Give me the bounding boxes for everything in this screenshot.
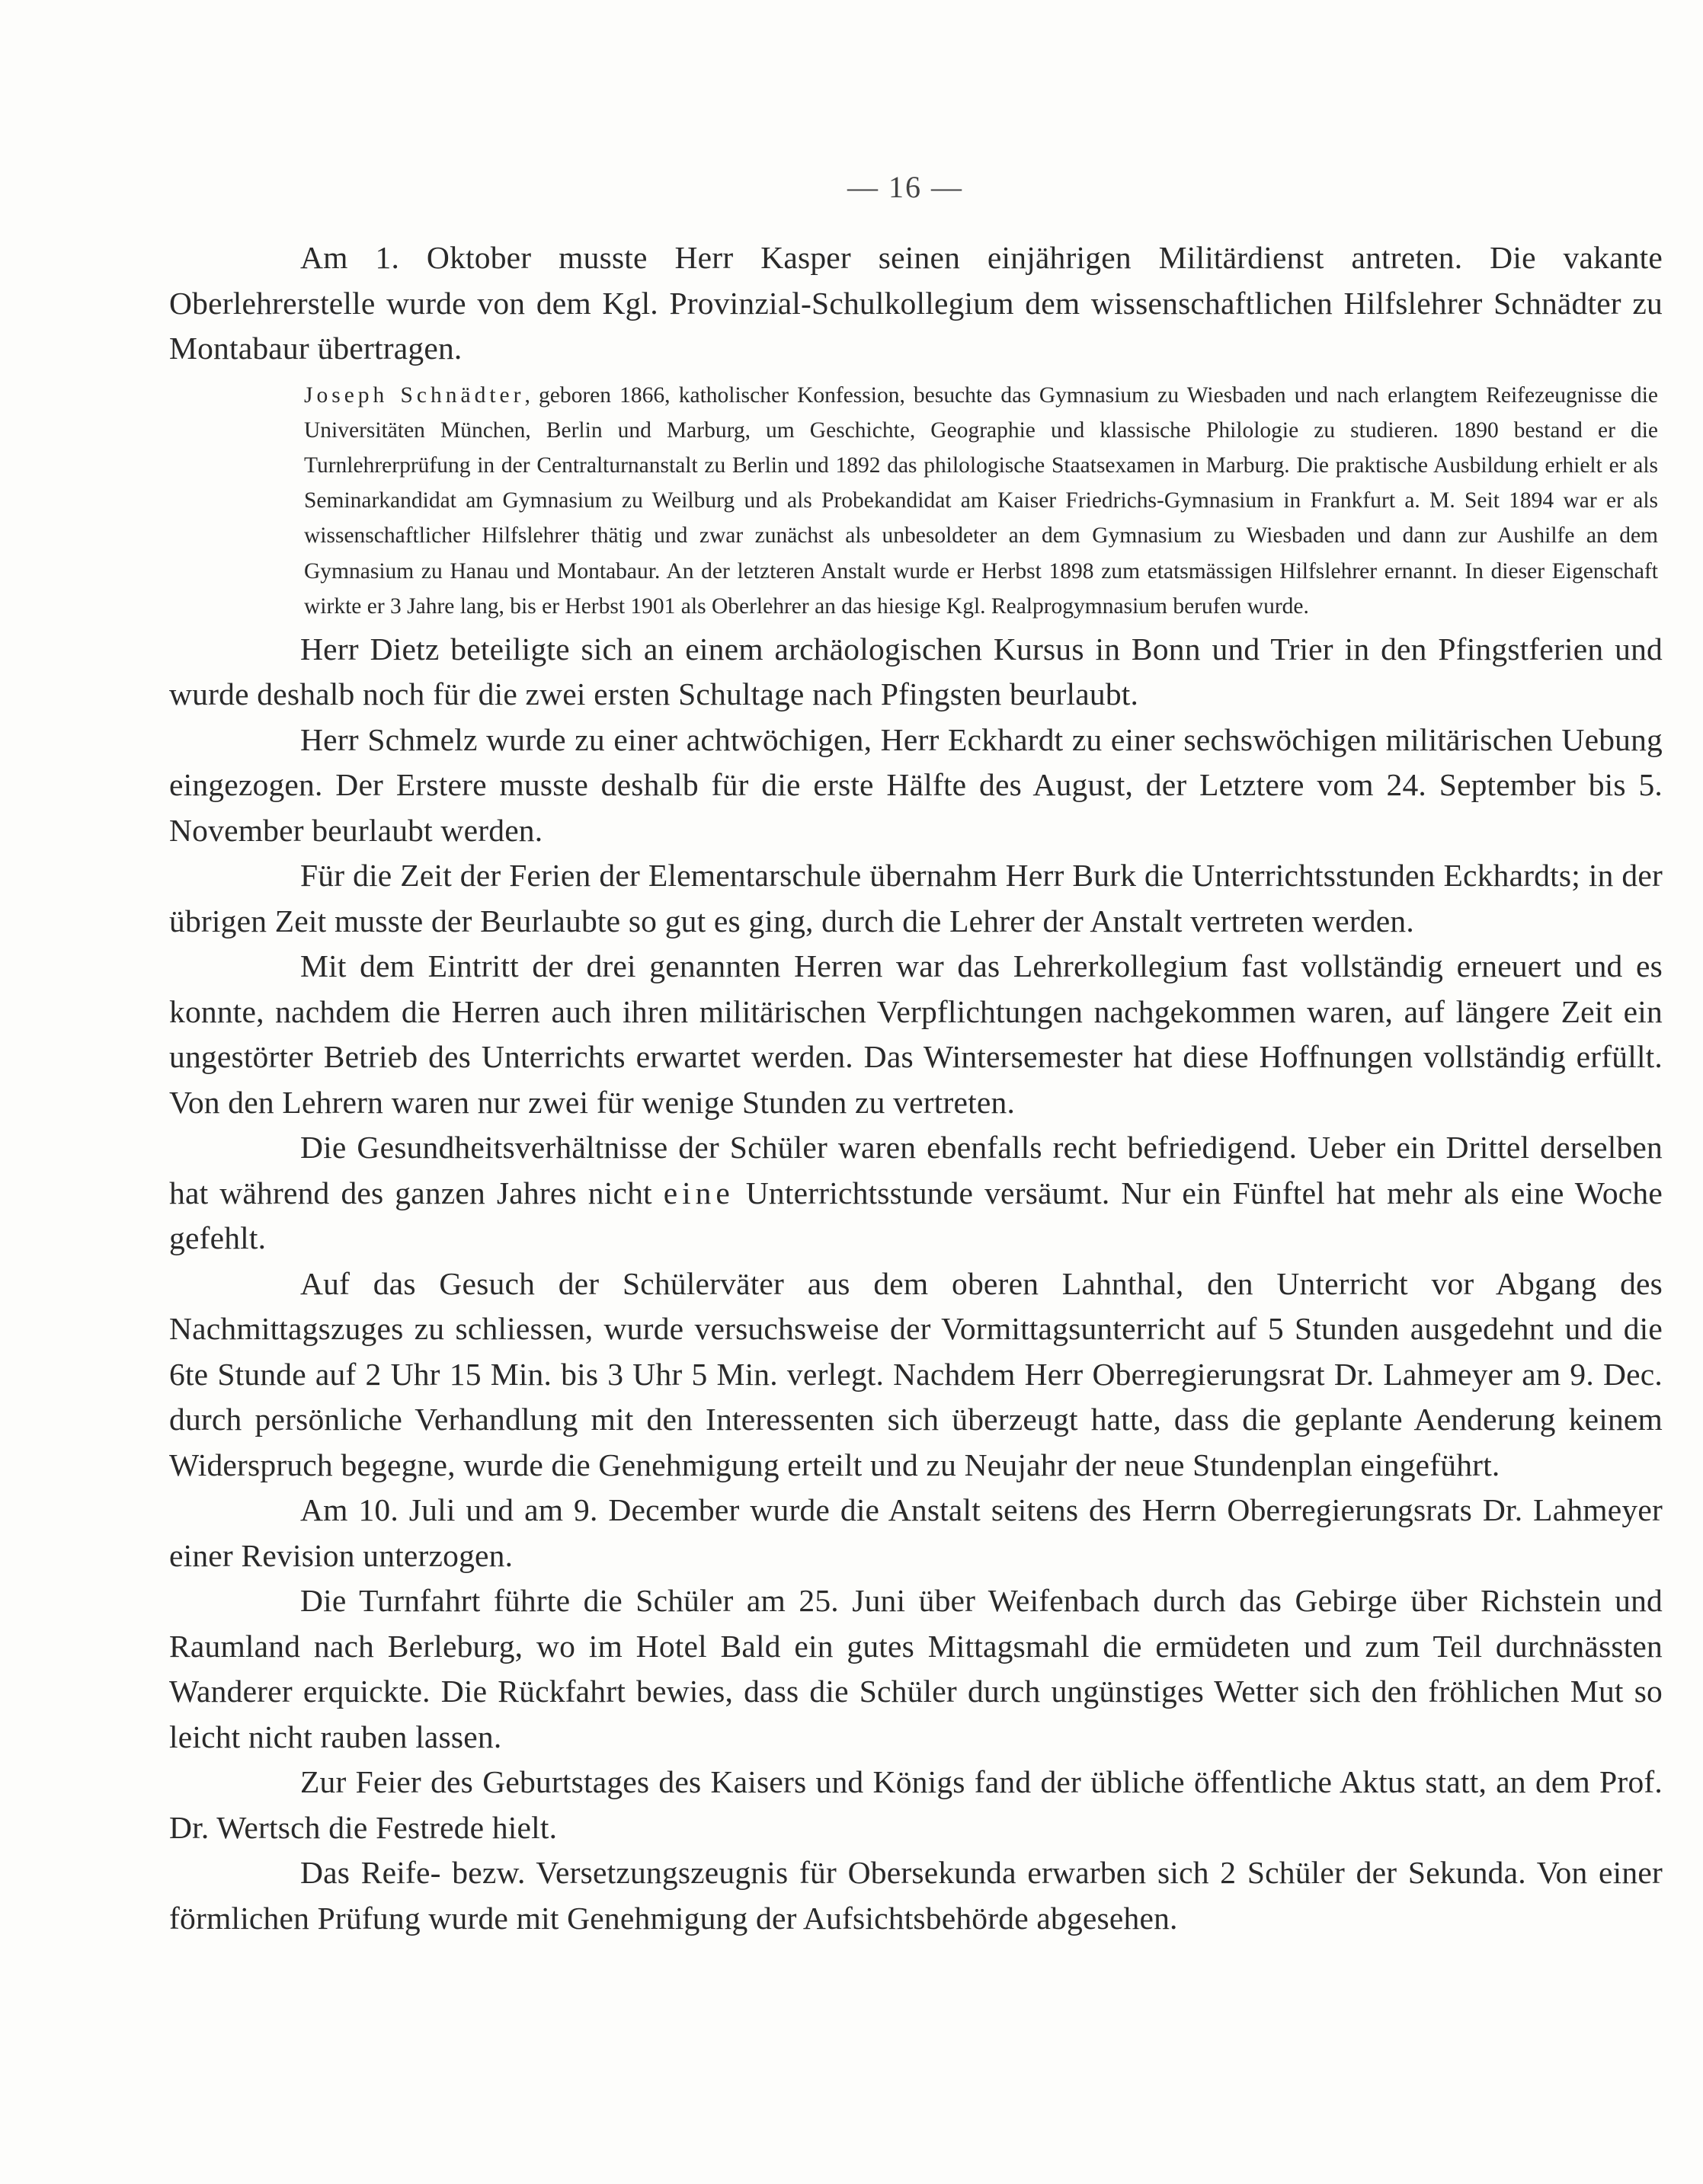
paragraph-oberlehrerstelle: Am 1. Oktober musste Herr Kasper seinen einjährigen Militärdienst antreten. Die vakante Oberlehrerstelle wurde von dem Kgl. Provinzial-Schulkollegium dem wissenschaftlichen Hilfslehrer Schnädter zu Montabaur übertragen. xyxy=(169,240,1663,366)
paragraph-gesundheit xyxy=(169,1125,1663,1261)
paragraph-ferien: Für die Zeit der Ferien der Elementarschule übernahm Herr Burk die Unterrichtsstunden Eckhardts; in der übrigen Zeit musste der Beurlaubte so gut es ging, durch die Lehrer der Anstalt vertreten werden. xyxy=(169,858,1663,939)
biography-name: Joseph Schnädter xyxy=(304,382,525,408)
gesundheit-part-1: Die Gesundheitsverhältnisse der Schüler waren ebenfalls recht befriedigend. Ueber ein Drittel derselben hat während des ganzen Jahres nicht xyxy=(169,1130,1663,1210)
paragraph-reifezeugnis: Das Reife- bezw. Versetzungszeugnis für Obersekunda erwarben sich 2 Schüler der Sekunda. Von einer förmlichen Prüfung wurde mit Genehmigung der Aufsichtsbehörde abgesehen. xyxy=(169,1855,1663,1936)
main-text xyxy=(169,235,1663,1941)
biography-text: , geboren 1866, katholischer Konfession, besuchte das Gymnasium zu Wiesbaden und nach erlangtem Reifezeugnisse die Universitäten München, Berlin und Marburg, um Geschichte, Geographie und klassische Philologie zu studieren. 1890 bestand er die Turnlehrerprüfung in der Centralturnanstalt zu Berlin und 1892 das philologische Staatsexamen in Marburg. Die praktische Ausbildung erhielt er als Seminarkandidat am Gymnasium zu Weilburg und als Probekandidat am Kaiser Friedrichs-Gymnasium in Frankfurt a. M. Seit 1894 war er als wissenschaftlicher Hilfslehrer thätig und zwar zunächst als unbesoldeter an dem Gymnasium zu Wiesbaden und dann zur Aushilfe an dem Gymnasium zu Hanau und Montabaur. An der letzteren Anstalt wurde er Herbst 1898 zum etatsmässigen Hilfslehrer ernannt. In dieser Eigenschaft wirkte er 3 Jahre lang, bis er Herbst 1901 als Oberlehrer an das hiesige Kgl. Realprogymnasium berufen wurde. xyxy=(304,382,1658,619)
page-content xyxy=(169,169,1663,1941)
gesundheit-emphasis: eine xyxy=(663,1175,735,1210)
page-number: — 16 — xyxy=(847,170,963,204)
paragraph-dietz: Herr Dietz beteiligte sich an einem archäologischen Kursus in Bonn und Trier in den Pfingstferien und wurde deshalb noch für die zwei ersten Schultage nach Pfingsten beurlaubt. xyxy=(169,631,1663,712)
paragraph-uebung: Herr Schmelz wurde zu einer achtwöchigen, Herr Eckhardt zu einer sechswöchigen militärischen Uebung eingezogen. Der Erstere musste deshalb für die erste Hälfte des August, der Letztere vom 24. September bis 5. November beurlaubt werden. xyxy=(169,721,1663,848)
paragraph-geburtstag: Zur Feier des Geburtstages des Kaisers und Königs fand der übliche öffentliche Aktus statt, an dem Prof. Dr. Wertsch die Festrede hielt. xyxy=(169,1764,1663,1845)
paragraph-turnfahrt: Die Turnfahrt führte die Schüler am 25. Juni über Weifenbach durch das Gebirge über Richstein und Raumland nach Berleburg, wo im Hotel Bald ein gutes Mittagsmahl die ermüdeten und zum Teil durchnässten Wanderer erquickte. Die Rückfahrt bewies, dass die Schüler durch ungünstiges Wetter sich den fröhlichen Mut so leicht nicht rauben lassen. xyxy=(169,1583,1663,1754)
gesundheit-part-2: Unterrichtsstunde versäumt. Nur ein Fünftel hat mehr als eine Woche gefehlt. xyxy=(169,1175,1663,1256)
paragraph-lehrerkollegium: Mit dem Eintritt der drei genannten Herren war das Lehrerkollegium fast vollständig erneuert und es konnte, nachdem die Herren auch ihren militärischen Verpflichtungen nachgekommen waren, auf längere Zeit ein ungestörter Betrieb des Unterrichts erwartet werden. Das Wintersemester hat diese Hoffnungen vollständig erfüllt. Von den Lehrern waren nur zwei für wenige Stunden zu vertreten. xyxy=(169,948,1663,1120)
paragraph-stundenplan: Auf das Gesuch der Schülerväter aus dem oberen Lahnthal, den Unterricht vor Abgang des Nachmittagszuges zu schliessen, wurde versuchsweise der Vormittagsunterricht auf 5 Stunden ausgedehnt und die 6te Stunde auf 2 Uhr 15 Min. bis 3 Uhr 5 Min. verlegt. Nachdem Herr Oberregierungsrat Dr. Lahmeyer am 9. Dec. durch persönliche Verhandlung mit den Interessenten sich überzeugt hatte, dass die geplante Aenderung keinem Widerspruch begegne, wurde die Genehmigung erteilt und zu Neujahr der neue Stundenplan eingeführt. xyxy=(169,1265,1663,1482)
paragraph-revision: Am 10. Juli und am 9. December wurde die Anstalt seitens des Herrn Oberregierungsrats Dr. Lahmeyer einer Revision unterzogen. xyxy=(169,1492,1663,1573)
biography-note xyxy=(169,378,1663,624)
